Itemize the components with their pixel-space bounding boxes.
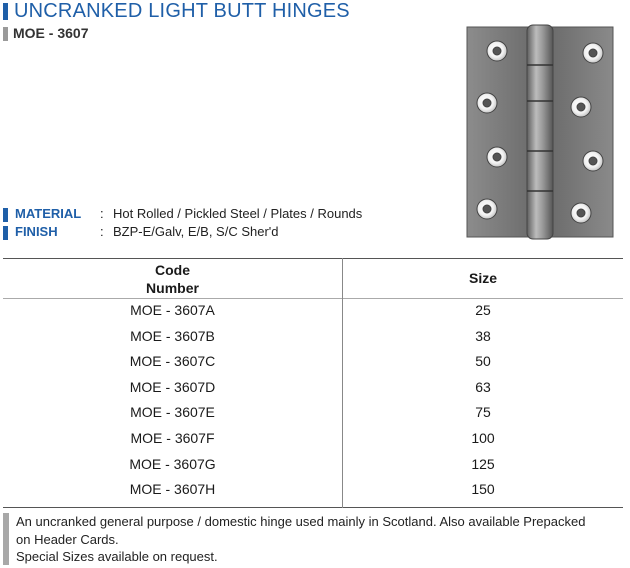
code-cell: MOE - 3607C — [129, 353, 216, 370]
product-notes — [3, 513, 623, 566]
product-code: MOE - 3607 — [13, 25, 89, 41]
table-bottom-rule — [3, 507, 623, 508]
table-body — [3, 300, 623, 505]
table-row — [3, 351, 623, 377]
size-cell: 75 — [475, 404, 491, 421]
spec-material — [3, 206, 463, 224]
table-header-rule — [3, 298, 623, 299]
spec-value: Hot Rolled / Pickled Steel / Plates / Rounds — [113, 206, 363, 221]
size-cell: 38 — [475, 327, 491, 344]
table-row — [3, 402, 623, 428]
size-table — [3, 258, 623, 508]
table-row — [3, 326, 623, 352]
table-row — [3, 479, 623, 505]
code-accent-bar — [3, 27, 8, 41]
column-header-code-line2: Number — [146, 280, 199, 296]
spec-accent-bar — [3, 226, 8, 240]
butt-hinge-icon — [465, 23, 615, 241]
column-header-size: Size — [468, 270, 497, 286]
title-accent-bar — [3, 3, 8, 20]
code-cell: MOE - 3607H — [129, 481, 216, 498]
column-header-code-line1: Code — [155, 262, 190, 278]
code-cell: MOE - 3607G — [129, 455, 216, 472]
spec-finish — [3, 224, 463, 242]
size-cell: 50 — [475, 353, 491, 370]
code-cell: MOE - 3607B — [130, 327, 215, 344]
table-row — [3, 428, 623, 454]
spec-list — [3, 206, 463, 242]
size-cell: 100 — [471, 429, 495, 446]
size-cell: 25 — [475, 302, 491, 318]
note-accent-bar — [3, 513, 9, 565]
code-cell: MOE - 3607A — [130, 302, 215, 318]
size-cell: 125 — [471, 455, 495, 472]
spec-value: BZP-E/Galv, E/B, S/C Sher'd — [113, 224, 279, 239]
spec-colon: : — [100, 224, 104, 239]
table-row — [3, 454, 623, 480]
spec-label: FINISH — [15, 224, 58, 239]
spec-accent-bar — [3, 208, 8, 222]
note-line: on Header Cards. — [16, 531, 119, 547]
table-row — [3, 300, 623, 326]
table-top-rule — [3, 258, 623, 259]
spec-label: MATERIAL — [15, 206, 82, 221]
column-header-code — [3, 261, 342, 297]
size-cell: 150 — [471, 481, 495, 498]
code-cell: MOE - 3607D — [129, 378, 216, 395]
code-cell: MOE - 3607E — [130, 404, 215, 421]
note-line: Special Sizes available on request. — [16, 549, 218, 564]
size-cell: 63 — [475, 378, 491, 395]
code-cell: MOE - 3607F — [130, 429, 215, 446]
note-line: An uncranked general purpose / domestic hinge used mainly in Scotland. Also available Prepacked — [16, 514, 586, 529]
spec-colon: : — [100, 206, 104, 221]
table-row — [3, 377, 623, 403]
note-text — [16, 513, 626, 566]
page-title: UNCRANKED LIGHT BUTT HINGES — [14, 0, 350, 22]
